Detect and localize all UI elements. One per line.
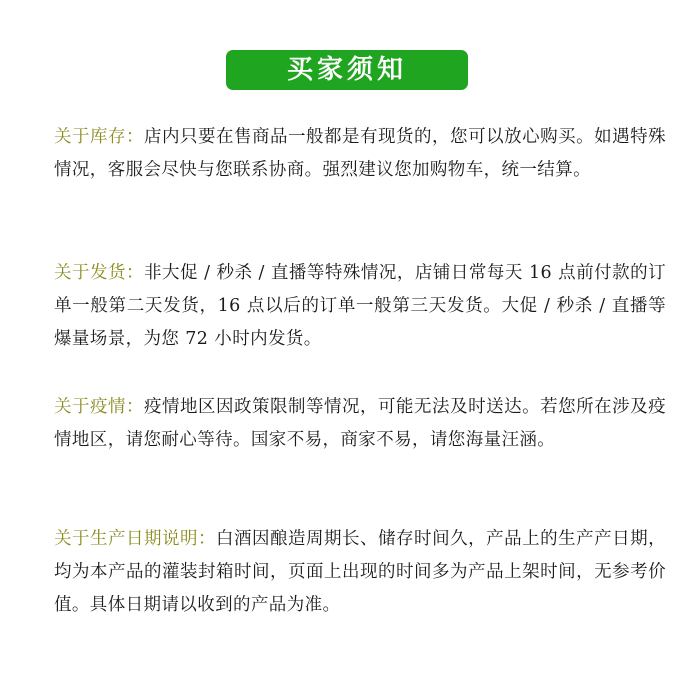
section-body: 疫情地区因政策限制等情况，可能无法及时送达。若您所在涉及疫情地区，请您耐心等待。国家不易，商家不易，请您海量汪涵。 — [54, 397, 666, 450]
section-body: 店内只要在售商品一般都是有现货的，您可以放心购买。如遇特殊情况，客服会尽快与您联系协商。强烈建议您加购物车，统一结算。 — [54, 127, 666, 180]
section-body: 白酒因酿造周期长、储存时间久，产品上的生产产日期，均为本产品的灌装封箱时间，页面上出现的时间多为产品上架时间，无参考价值。具体日期请以收到的产品为准。 — [54, 529, 666, 615]
section-production-date — [54, 523, 666, 622]
section-label: 关于疫情： — [54, 397, 145, 417]
section-epidemic — [54, 391, 666, 457]
title-badge — [226, 50, 468, 90]
section-label: 关于发货： — [54, 263, 145, 283]
section-body: 非大促 / 秒杀 / 直播等特殊情况，店铺日常每天 16 点前付款的订单一般第二天发货，16 点以后的订单一般第三天发货。大促 / 秒杀 / 直播等爆量场景，为您 72 小时内发货。 — [54, 263, 667, 349]
section-shipping — [54, 257, 666, 356]
section-stock — [54, 121, 666, 187]
section-label: 关于库存： — [54, 127, 145, 147]
section-label: 关于生产日期说明： — [54, 529, 217, 549]
page-title: 买家须知 — [286, 55, 407, 85]
